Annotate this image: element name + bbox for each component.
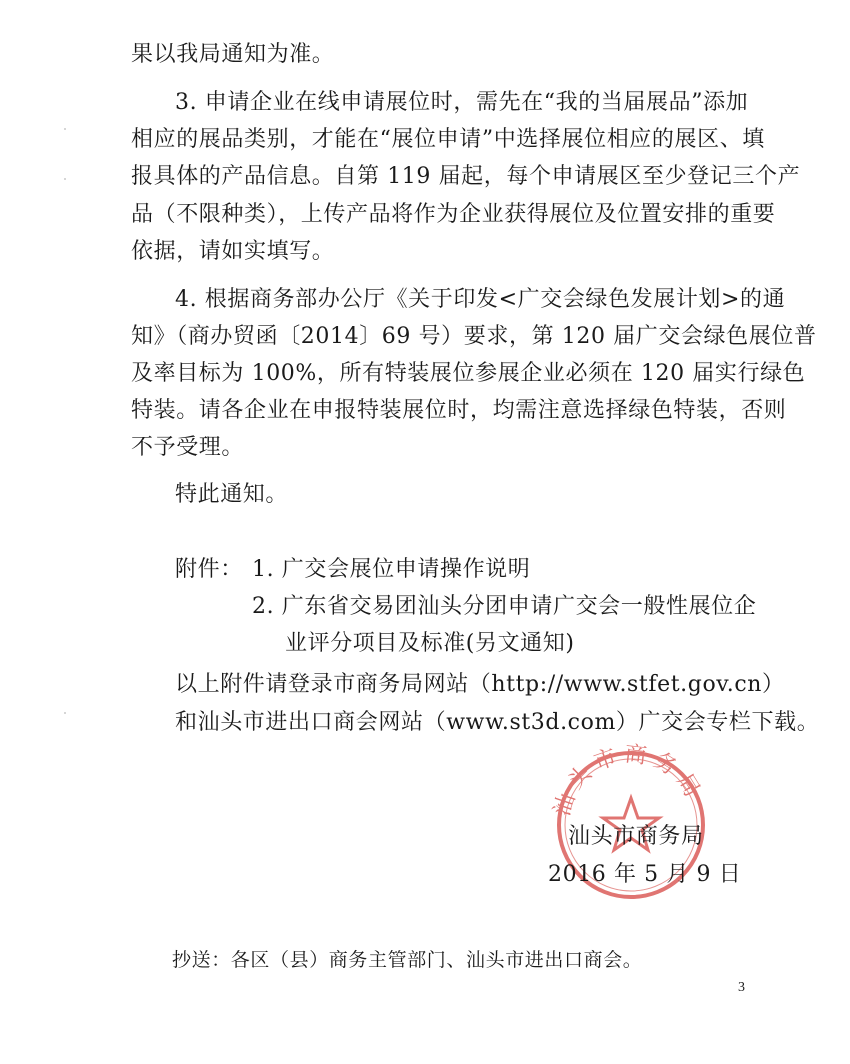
issuer-name: 汕头市商务局 xyxy=(568,824,704,849)
body-line-3: 相应的展品类别，才能在“展位申请”中选择展位相应的展区、填 xyxy=(131,127,765,152)
body-line-2: 3. 申请企业在线申请展位时，需先在“我的当届展品”添加 xyxy=(175,90,749,115)
attachment-item-2-line-2: 业评分项目及标准(另文通知) xyxy=(285,631,575,656)
body-line-1: 果以我局通知为准。 xyxy=(131,42,335,67)
body-line-6: 依据，请如实填写。 xyxy=(131,239,335,264)
body-line-9: 及率目标为 100%，所有特装展位参展企业必须在 120 届实行绿色 xyxy=(131,361,806,386)
attachments-label: 附件： xyxy=(175,557,243,582)
body-line-4: 报具体的产品信息。自第 119 届起，每个申请展区至少登记三个产 xyxy=(131,164,801,189)
body-line-11: 不予受理。 xyxy=(131,435,245,460)
page-number: 3 xyxy=(738,980,745,995)
cc-line: 抄送：各区（县）商务主管部门、汕头市进出口商会。 xyxy=(172,949,643,971)
issue-date: 2016 年 5 月 9 日 xyxy=(548,862,742,887)
attachment-item-1: 1. 广交会展位申请操作说明 xyxy=(252,557,531,582)
body-line-8: 知》（商办贸函〔2014〕69 号）要求，第 120 届广交会绿色展位普 xyxy=(131,324,817,349)
attachment-item-2-line-1: 2. 广东省交易团汕头分团申请广交会一般性展位企 xyxy=(252,594,757,619)
body-line-5: 品（不限种类），上传产品将作为企业获得展位及位置安排的重要 xyxy=(131,202,776,227)
download-line-2: 和汕头市进出口商会网站（www.st3d.com）广交会专栏下载。 xyxy=(175,710,820,735)
body-line-10: 特装。请各企业在申报特装展位时，均需注意选择绿色特装，否则 xyxy=(131,398,787,423)
download-line-1: 以上附件请登录市商务局网站（http://www.stfet.gov.cn） xyxy=(175,672,785,697)
scan-speck xyxy=(64,128,66,130)
scan-speck xyxy=(64,178,66,180)
body-line-7: 4. 根据商务部办公厅《关于印发<广交会绿色发展计划>的通 xyxy=(175,287,786,312)
scan-speck xyxy=(64,712,66,714)
seal-text: 汕头市商务局 xyxy=(549,741,708,820)
closing-line: 特此通知。 xyxy=(175,482,289,507)
